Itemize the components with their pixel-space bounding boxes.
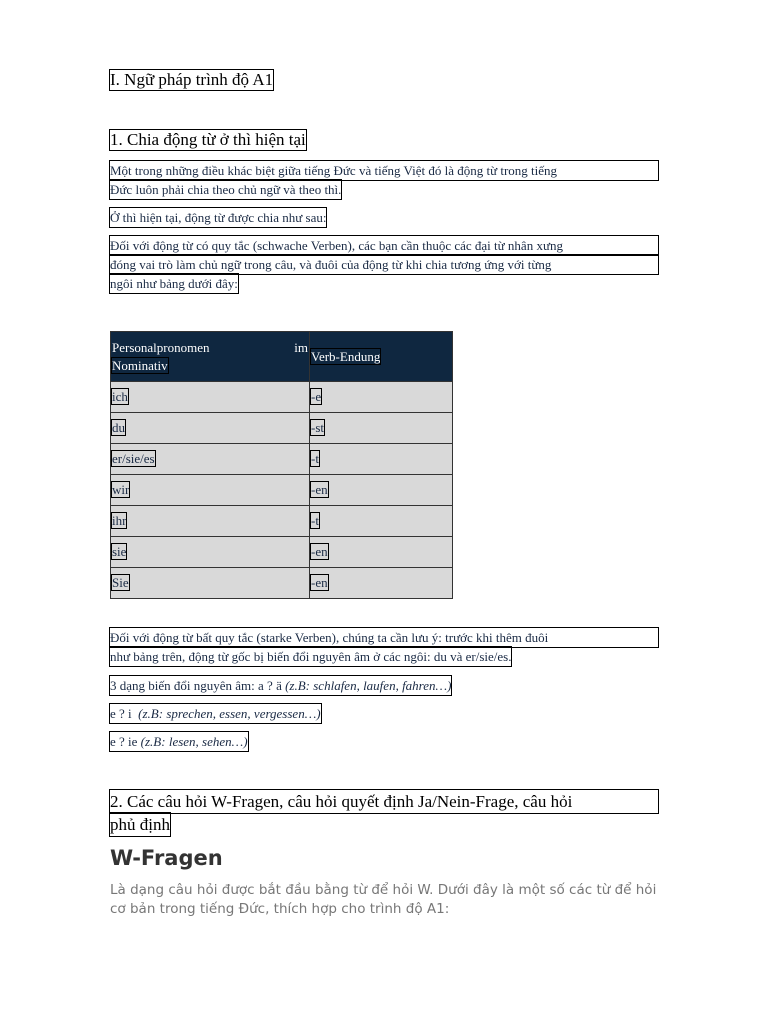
vowel-change-label: 3 dạng biến đổi nguyên âm: a ? ä [110,678,286,693]
table-row [111,506,453,537]
cell-text: Sie [112,575,129,590]
vowel-change-example: (z.B: lesen, sehen…) [140,734,248,749]
paragraph-line: Đối với động từ có quy tắc (schwache Verben), các bạn cần thuộc các đại từ nhân xưng [110,236,658,255]
cell-text: wir [112,482,130,497]
table-header-row [111,332,453,382]
vowel-change-example: (z.B: schlafen, laufen, fahren…) [285,678,452,693]
vowel-change-text [110,676,451,695]
header-text: Nominativ [112,357,168,373]
pronoun-cell [111,413,310,444]
header-verb-endung [310,332,453,382]
paragraph-line: Một trong những điều khác biệt giữa tiếng Đức và tiếng Việt đó là động từ trong tiếng [110,161,658,180]
cell-text: -t [311,513,319,528]
section2-title-line: 2. Các câu hỏi W-Fragen, câu hỏi quyết định Ja/Nein-Frage, câu hỏi [110,790,658,813]
cell-text: sie [112,544,127,559]
paragraph-line: Đối với động từ bất quy tắc (starke Verben), chúng ta cần lưu ý: trước khi thêm đuôi [110,628,658,647]
vowel-change-line [110,676,658,695]
paragraph-line: ngôi như bảng dưới đây: [110,276,238,291]
cell-text: er/sie/es [112,451,155,466]
cell-text: -e [311,389,322,404]
w-fragen-heading: W-Fragen [110,846,223,870]
table-row [111,444,453,475]
cell-text: du [112,420,125,435]
conjugation-table [110,331,453,599]
cell-text: -t [311,451,319,466]
cell-text: ich [112,389,128,404]
cell-text: -en [311,544,328,559]
paragraph-line: như bảng trên, động từ gốc bị biến đổi nguyên âm ở các ngôi: du và er/sie/es. [110,649,512,664]
table-row [111,475,453,506]
paragraph-regular-verbs [110,236,658,293]
vowel-change-text [110,704,321,723]
cell-text: -en [311,482,328,497]
vowel-change-line [110,732,658,751]
paragraph-present-tense [110,208,658,227]
paragraph-verb-conjugation-intro [110,161,658,199]
table-row [111,537,453,568]
pronoun-cell [111,382,310,413]
vowel-change-label: e ? i [110,706,139,721]
cell-text: -st [311,420,324,435]
paragraph-line: đóng vai trò làm chủ ngữ trong câu, và đuôi của động từ khi chia tương ứng với từng [110,255,658,274]
ending-cell [310,506,453,537]
table-row [111,413,453,444]
pronoun-cell [111,537,310,568]
w-fragen-intro: Là dạng câu hỏi được bắt đầu bằng từ để hỏi W. Dưới đây là một số các từ để hỏi cơ bản trong tiếng Đức, thích hợp cho trình độ A1: [110,882,657,917]
pronoun-cell [111,568,310,599]
section1-title: 1. Chia động từ ở thì hiện tại [110,130,306,149]
vowel-change-line [110,704,658,723]
ending-cell [310,382,453,413]
ending-cell [310,568,453,599]
section2-title-line: phủ định [110,815,170,834]
pronoun-cell [111,475,310,506]
vowel-change-text [110,732,248,751]
vowel-change-example: (z.B: sprechen, essen, vergessen…) [138,706,321,721]
paragraph-line: Ở thì hiện tại, động từ được chia như sau: [110,210,327,225]
cell-text: -en [311,575,328,590]
cell-text: ihr [112,513,127,528]
pronoun-cell [111,444,310,475]
header-text: Verb-Endung [311,348,381,364]
paragraph-line: Đức luôn phải chia theo chủ ngữ và theo thì. [110,182,342,197]
header-text: im [294,339,308,355]
table-row [111,568,453,599]
header-text: Personalpronomen [112,339,210,355]
pronoun-cell [111,506,310,537]
ending-cell [310,444,453,475]
ending-cell [310,475,453,506]
heading-main: I. Ngữ pháp trình độ A1 [110,70,274,89]
ending-cell [310,537,453,568]
table-row [111,382,453,413]
ending-cell [310,413,453,444]
paragraph-irregular-verbs [110,628,658,666]
section2-title [110,790,658,836]
vowel-change-label: e ? ie [110,734,141,749]
header-personalpronomen [111,332,310,382]
